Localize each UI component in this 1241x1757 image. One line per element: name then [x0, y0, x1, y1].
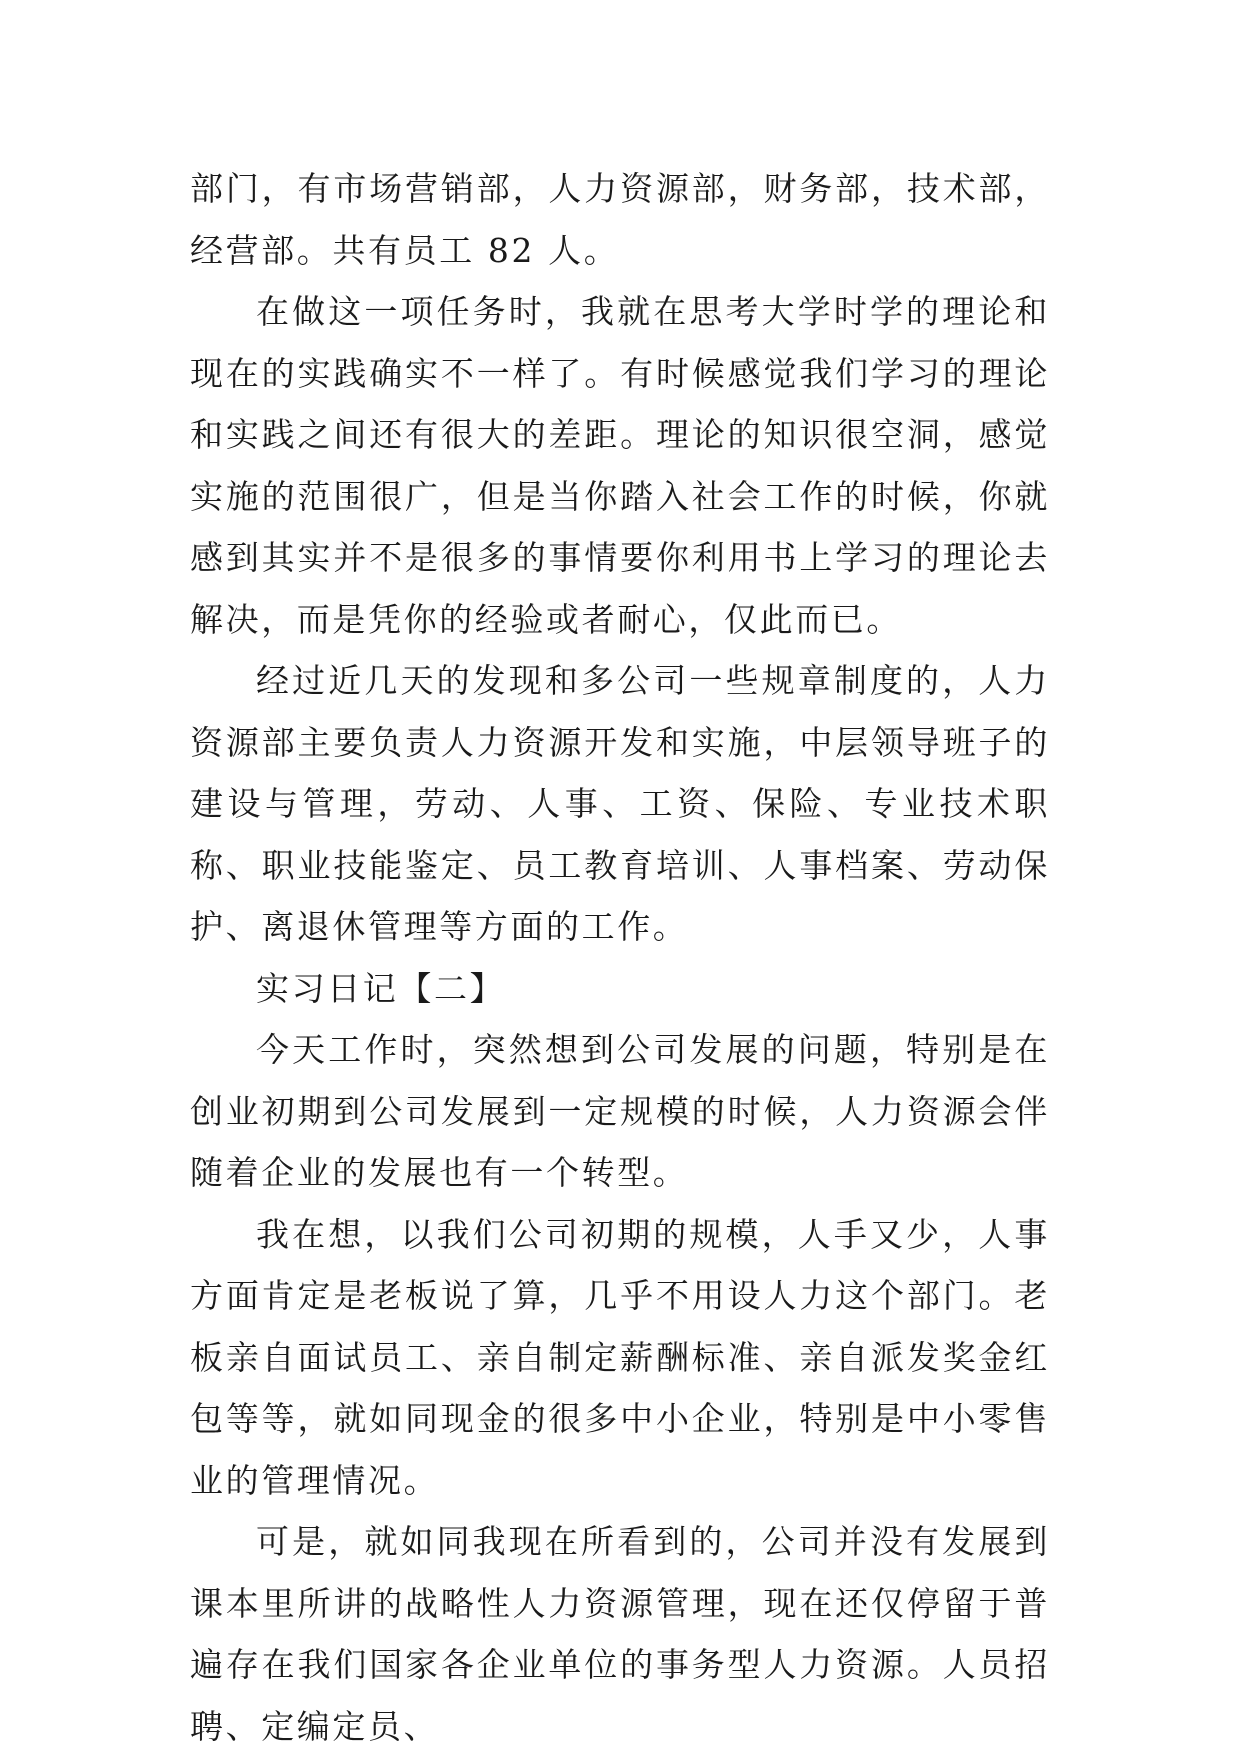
paragraph-company-development: 今天工作时，突然想到公司发展的问题，特别是在创业初期到公司发展到一定规模的时候，人力资源会伴随着企业的发展也有一个转型。: [190, 1030, 1050, 1192]
document-body: [190, 158, 1050, 1757]
paragraph-early-stage: 我在想，以我们公司初期的规模，人手又少，人事方面肯定是老板说了算，几乎不用设人力这个部门。老板亲自面试员工、亲自制定薪酬标准、亲自派发奖金红包等等，就如同现金的很多中小企业，特别是中小零售业的管理情况。: [190, 1214, 1050, 1500]
paragraph-theory-practice: 在做这一项任务时，我就在思考大学时学的理论和现在的实践确实不一样了。有时候感觉我们学习的理论和实践之间还有很大的差距。理论的知识很空洞，感觉实施的范围很广，但是当你踏入社会工作的时候，你就感到其实并不是很多的事情要你利用书上学习的理论去解决，而是凭你的经验或者耐心，仅此而已。: [190, 292, 1050, 639]
paragraph-continued-departments: 部门，有市场营销部，人力资源部，财务部，技术部，经营部。共有员工 82 人。: [190, 169, 1050, 270]
paragraph-strategic-hr: 可是，就如同我现在所看到的，公司并没有发展到课本里所讲的战略性人力资源管理，现在还仅停留于普遍存在我们国家各企业单位的事务型人力资源。人员招聘、定编定员、: [190, 1522, 1050, 1746]
paragraph-hr-responsibilities: 经过近几天的发现和多公司一些规章制度的，人力资源部主要负责人力资源开发和实施，中层领导班子的建设与管理，劳动、人事、工资、保险、专业技术职称、职业技能鉴定、员工教育培训、人事档案、劳动保护、离退休管理等方面的工作。: [190, 661, 1050, 946]
section-heading-diary-two: 实习日记【二】: [256, 968, 506, 1008]
